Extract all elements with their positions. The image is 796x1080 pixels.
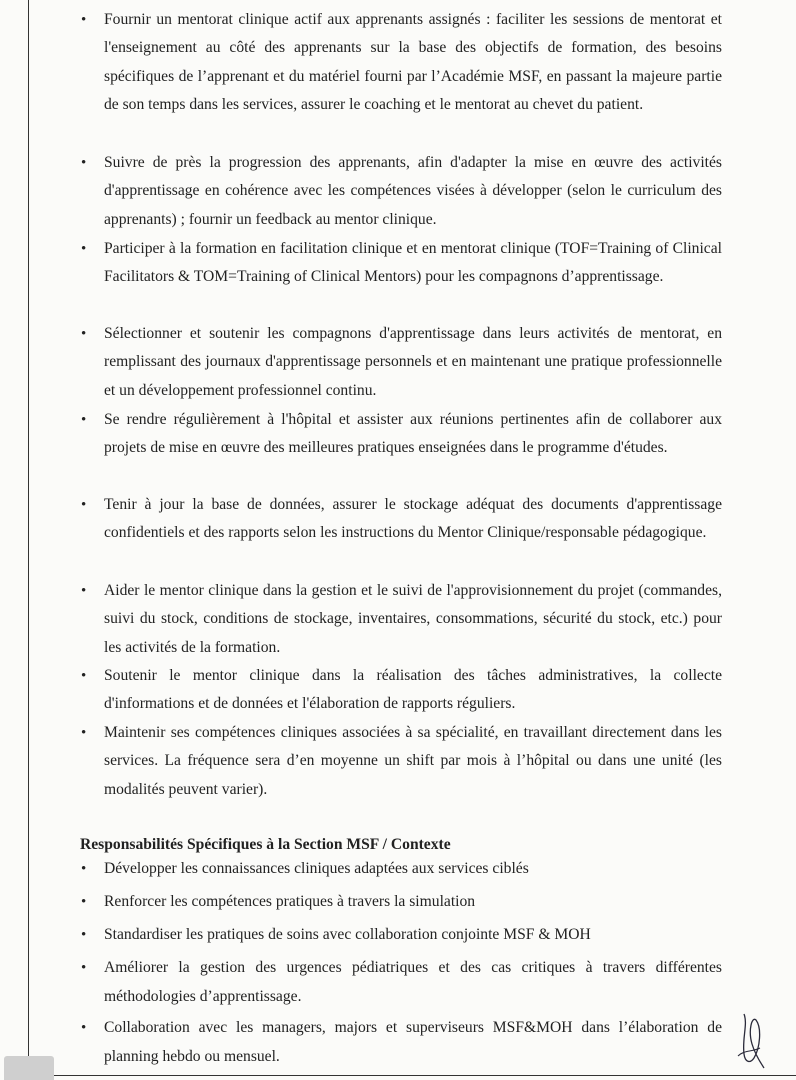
bullet-icon bbox=[81, 1014, 86, 1042]
list-item-text: Soutenir le mentor clinique dans la réalisation des tâches administratives, la collecte d'informations et de données et l'élaboration de rapports réguliers. bbox=[104, 667, 722, 713]
bullet-icon bbox=[81, 855, 86, 883]
signature-initials bbox=[730, 1010, 770, 1070]
bullet-icon bbox=[81, 406, 89, 414]
bullet-icon bbox=[81, 149, 89, 157]
list-item-text: Sélectionner et soutenir les compagnons d'apprentissage dans leurs activités de mentorat, en remplissant des journaux d'apprentissage personnels et en maintenant une pratique professionnelle et un développement professionnel continu. bbox=[104, 325, 722, 399]
list-item-text: Renforcer les compétences pratiques à travers la simulation bbox=[104, 893, 476, 910]
list-item-text: Développer les connaissances cliniques adaptées aux services ciblés bbox=[104, 860, 529, 877]
list-item-text: Tenir à jour la base de données, assurer le stockage adéquat des documents d'apprentissage confidentiels et des rapports selon les instructions du Mentor Clinique/responsable pédagogique. bbox=[104, 496, 722, 542]
list-item-text: Se rendre régulièrement à l'hôpital et assister aux réunions pertinentes afin de collaborer aux projets de mise en œuvre des meilleures pratiques enseignées dans le programme d'études. bbox=[104, 411, 722, 457]
section-heading: Responsabilités Spécifiques à la Section MSF / Contexte bbox=[80, 836, 451, 853]
list-item-text: Collaboration avec les managers, majors et superviseurs MSF&MOH dans l’élaboration de planning hebdo ou mensuel. bbox=[104, 1019, 722, 1065]
bullet-icon bbox=[81, 6, 89, 14]
bullet-icon bbox=[81, 921, 86, 949]
bullet-icon bbox=[81, 888, 86, 916]
bullet-icon bbox=[81, 491, 89, 499]
bullet-icon bbox=[81, 954, 86, 982]
list-item-text: Maintenir ses compétences cliniques associées à sa spécialité, en travaillant directement dans les services. La fréquence sera d’en moyenne un shift par mois à l’hôpital ou dans une unité (les modalités peuvent varier). bbox=[104, 724, 722, 798]
bullet-icon bbox=[81, 320, 89, 328]
bullet-icon bbox=[81, 662, 89, 670]
bullet-icon bbox=[81, 577, 89, 585]
list-item-text: Fournir un mentorat clinique actif aux apprenants assignés : faciliter les sessions de mentorat et l'enseignement au côté des apprenants sur la base des objectifs de formation, des besoins spécifiques de l’apprenant et du matériel fourni par l’Académie MSF, en passant la majeure partie de son temps dans les services, assurer le coaching et le mentorat au chevet du patient. bbox=[104, 11, 722, 113]
bullet-icon bbox=[81, 235, 89, 243]
list-item-text: Aider le mentor clinique dans la gestion et le suivi de l'approvisionnement du projet (commandes, suivi du stock, conditions de stockage, inventaires, consommations, sécurité du stock, etc.) pour les activités de la formation. bbox=[104, 582, 722, 656]
page-corner-tab bbox=[4, 1056, 54, 1080]
bullet-icon bbox=[81, 719, 89, 727]
list-item-text: Participer à la formation en facilitation clinique et en mentorat clinique (TOF=Training of Clinical Facilitators & TOM=Training of Clinical Mentors) pour les compagnons d’apprentissage. bbox=[104, 240, 722, 286]
list-item-text: Améliorer la gestion des urgences pédiatriques et des cas critiques à travers différentes méthodologies d’apprentissage. bbox=[104, 959, 722, 1005]
list-item-text: Standardiser les pratiques de soins avec collaboration conjointe MSF & MOH bbox=[104, 926, 591, 943]
list-item-text: Suivre de près la progression des apprenants, afin d'adapter la mise en œuvre des activités d'apprentissage en cohérence avec les compétences visées à développer (selon le curriculum des apprenants) ; fournir un feedback au mentor clinique. bbox=[104, 154, 722, 228]
